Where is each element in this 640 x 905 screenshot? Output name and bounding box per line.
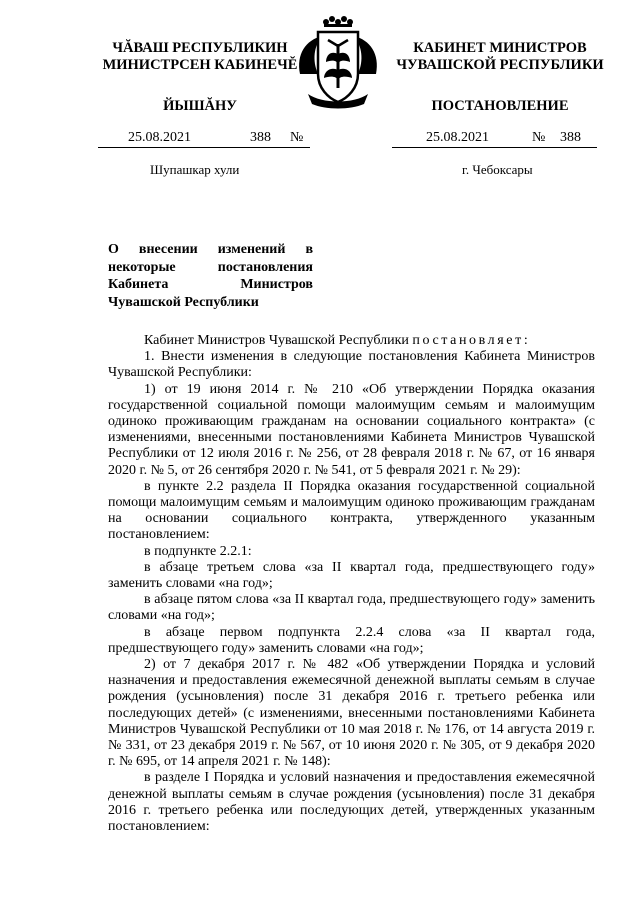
registration-left-date: 25.08.2021 <box>128 130 191 145</box>
body-paragraph: в абзаце пятом слова «за II квартал года, предшествующего году» заменить словами «на год»; <box>108 592 595 624</box>
header-right-title: ПОСТАНОВЛЕНИЕ <box>431 98 569 114</box>
intro-paragraph <box>108 333 595 349</box>
intro-text: Кабинет Министров Чувашской Республики <box>144 333 409 348</box>
body-paragraph: 1. Внести изменения в следующие постановления Кабинета Министров Чувашской Республики: <box>108 349 595 381</box>
registration-left <box>98 130 310 150</box>
registration-left-underline <box>98 147 310 148</box>
header-left-line2: МИНИСТРСЕН КАБИНЕЧĔ <box>102 57 298 73</box>
registration-left-number-sign: № <box>290 130 304 145</box>
coat-of-arms-emblem-icon <box>292 14 384 110</box>
body-paragraph: 2) от 7 декабря 2017 г. № 482 «Об утверждении Порядка и условий назначения и предоставления ежемесячной денежной выплаты семьям в случае рождения (усыновления) после 31 декабря 2016 г. третьего ребенка или последующих детей» (с изменениями, внесенными постановлениями Кабинета Министров Чувашской Республики от 10 мая 2018 г. № 176, от 14 августа 2019 г. № 331, от 23 декабря 2019 г. № 567, от 10 июня 2020 г. № 305, от 9 декабря 2020 г. № 695, от 14 апреля 2021 г. № 148): <box>108 657 595 770</box>
document-subject: О внесении изменений в некоторые постановления Кабинета Министров Чувашской Республики <box>108 242 313 310</box>
body-paragraph: в абзаце третьем слова «за II квартал года, предшествующего году» заменить словами «на год»; <box>108 559 595 592</box>
body-paragraph: в абзаце первом подпункта 2.2.4 слова «за II квартал года, предшествующего году» заменить словами «на год»; <box>108 624 595 656</box>
header-right-line1: КАБИНЕТ МИНИСТРОВ <box>413 40 587 56</box>
registration-right-number-sign: № <box>532 130 546 145</box>
header-left-title: ЙЫШĂНУ <box>163 98 237 114</box>
body-paragraph: в пункте 2.2 раздела II Порядка оказания государственной социальной помощи малоимущим семьям и малоимущим одиноко проживающим гражданам на основании социального контракта, утвержденного указанным постановлением: <box>108 478 595 543</box>
intro-verb: постановляет: <box>412 333 531 348</box>
header-left-line1: ЧĂВАШ РЕСПУБЛИКИН <box>112 40 288 56</box>
header-right-line2: ЧУВАШСКОЙ РЕСПУБЛИКИ <box>396 57 604 73</box>
registration-right-underline <box>392 147 597 148</box>
registration-right-number: 388 <box>560 130 581 145</box>
registration-left-number: 388 <box>250 130 271 145</box>
body-paragraph: в подпункте 2.2.1: <box>144 543 252 559</box>
header-right-org <box>370 40 630 74</box>
registration-right <box>392 130 597 150</box>
place-right: г. Чебоксары <box>462 162 533 177</box>
document-body <box>108 333 595 835</box>
header-left-org <box>70 40 330 74</box>
body-paragraph: в разделе I Порядка и условий назначения и предоставления ежемесячной денежной выплаты семьям в случае рождения (усыновления) после 31 декабря 2016 г. третьего ребенка или последующих детей, утвержденных указанным постановлением: <box>108 770 595 835</box>
place-left: Шупашкар хули <box>150 162 240 177</box>
registration-right-date: 25.08.2021 <box>426 130 489 145</box>
body-paragraph: 1) от 19 июня 2014 г. № 210 «Об утверждении Порядка оказания государственной социальной помощи малоимущим семьям и малоимущим одиноко проживающим гражданам на основании социального контракта» (с изменениями, внесенными постановлениями Кабинета Министров Чувашской Республики от 12 июля 2016 г. № 256, от 28 февраля 2018 г. № 67, от 16 января 2020 г. № 5, от 26 сентября 2020 г. № 541, от 5 февраля 2021 г. № 29): <box>108 381 595 478</box>
